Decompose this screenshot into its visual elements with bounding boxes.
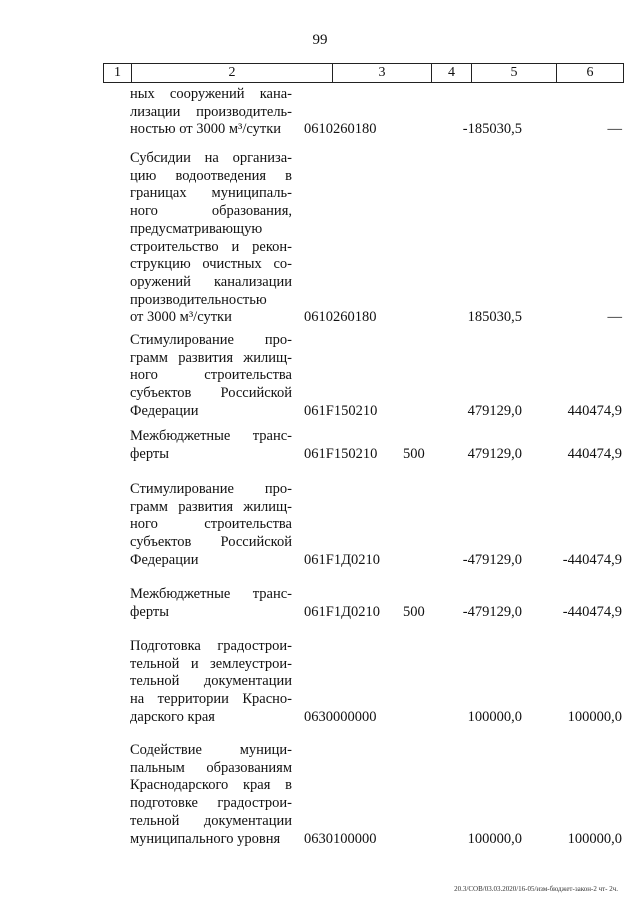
row-description [130, 332, 292, 421]
column-number-1: 1 [104, 64, 132, 82]
description-line: оружений канализации [130, 273, 292, 290]
amount-col6: 440474,9 [567, 445, 622, 462]
description-line: ферты [130, 445, 169, 462]
target-code: 0610260180 [304, 309, 377, 326]
description-line: грамм развития жилищ- [130, 349, 292, 366]
target-code: 061F150210 [304, 445, 378, 462]
row-description [130, 638, 292, 727]
description-line: Федерации [130, 551, 199, 568]
table-row [130, 742, 622, 848]
row-description [130, 150, 292, 327]
description-line: производительностью [130, 291, 267, 308]
description-line: подготовке градострои- [130, 795, 292, 812]
document-footer-code: 20.3/СОВ/03.03.2020/16-05/изм-бюджет-закон-2 чт- 2ч. [454, 885, 618, 893]
description-line: тельной документации [130, 812, 292, 829]
description-line: муниципального уровня [130, 830, 281, 847]
target-code: 061F150210 [304, 402, 378, 419]
description-line: струкцию очистных со- [130, 256, 292, 273]
amount-col5: 479129,0 [467, 402, 522, 419]
description-line: Субсидии на организа- [130, 150, 292, 166]
table-row [130, 481, 622, 570]
target-code: 061F1Д0210 [304, 603, 380, 620]
amount-col5: -479129,0 [462, 603, 522, 620]
description-line: ных сооружений кана- [130, 86, 292, 102]
amount-col5: -479129,0 [462, 551, 522, 568]
target-code: 0630000000 [304, 708, 377, 725]
column-number-4: 4 [432, 64, 472, 82]
amount-col6: — [607, 309, 622, 326]
description-line: лизации производитель- [130, 103, 292, 120]
description-line: грамм развития жилищ- [130, 498, 292, 515]
amount-col6: 440474,9 [567, 402, 622, 419]
description-line: от 3000 м³/сутки [130, 309, 232, 326]
amount-col6: -440474,9 [562, 603, 622, 620]
description-line: ферты [130, 603, 169, 620]
column-number-5: 5 [472, 64, 557, 82]
column-number-3: 3 [333, 64, 432, 82]
description-line: предусматривающую [130, 220, 263, 237]
description-line: цию водоотведения в [130, 167, 292, 184]
description-line: ного образования, [130, 203, 292, 220]
amount-col5: 479129,0 [467, 445, 522, 462]
amount-col5: 185030,5 [467, 309, 522, 326]
amount-col6: — [607, 121, 622, 138]
table-row [130, 638, 622, 727]
column-number-2: 2 [132, 64, 333, 82]
amount-col6: 100000,0 [567, 830, 622, 847]
description-line: дарского края [130, 708, 215, 725]
row-description [130, 481, 292, 570]
description-line: ного строительства [130, 516, 292, 533]
target-code: 0630100000 [304, 830, 377, 847]
row-description [130, 742, 292, 848]
description-line: ностью от 3000 м³/сутки [130, 121, 282, 138]
description-line: субъектов Российской [130, 385, 292, 402]
description-line: Стимулирование про- [130, 332, 292, 348]
description-line: тельной и землеустрои- [130, 655, 292, 672]
description-line: Стимулирование про- [130, 481, 292, 497]
column-number-6: 6 [586, 65, 594, 80]
description-line: Межбюджетные транс- [130, 586, 292, 602]
amount-col6: -440474,9 [562, 551, 622, 568]
expense-type: 500 [403, 445, 425, 462]
description-line: пальным образованиям [130, 759, 292, 776]
description-line: Межбюджетные транс- [130, 428, 292, 444]
amount-col6: 100000,0 [567, 708, 622, 725]
description-line: границах муниципаль- [130, 185, 292, 202]
description-line: на территории Красно- [130, 691, 292, 708]
description-line: Подготовка градострои- [130, 638, 292, 654]
description-line: Краснодарского края в [130, 777, 292, 794]
description-line: Федерации [130, 402, 199, 419]
row-description [130, 428, 292, 463]
table-row [130, 332, 622, 421]
table-column-header [103, 63, 624, 83]
expense-type: 500 [403, 603, 425, 620]
table-row [130, 86, 622, 139]
amount-col5: 100000,0 [467, 830, 522, 847]
description-line: строительство и рекон- [130, 238, 292, 255]
description-line: тельной документации [130, 673, 292, 690]
target-code: 061F1Д0210 [304, 551, 380, 568]
page-number: 99 [312, 32, 328, 48]
description-line: ного строительства [130, 367, 292, 384]
table-row [130, 428, 622, 463]
table-row [130, 150, 622, 327]
target-code: 0610260180 [304, 121, 377, 138]
description-line: Содействие муници- [130, 742, 292, 758]
row-description [130, 86, 292, 139]
amount-col5: -185030,5 [462, 121, 522, 138]
description-line: субъектов Российской [130, 534, 292, 551]
table-row [130, 586, 622, 621]
amount-col5: 100000,0 [467, 708, 522, 725]
row-description [130, 586, 292, 621]
